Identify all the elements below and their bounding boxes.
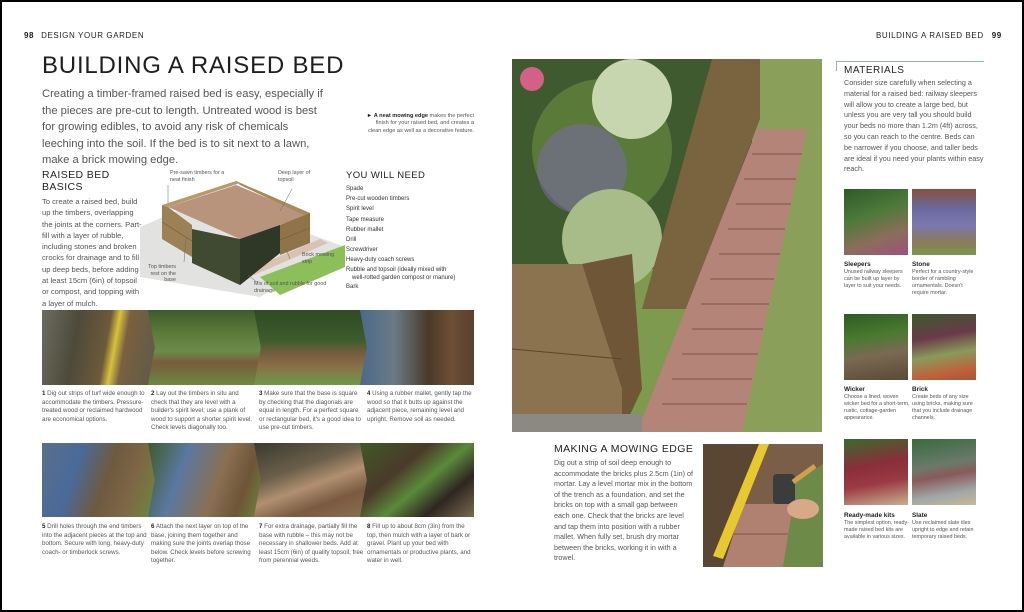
material-text: Use reclaimed slate tiles upright to edge and retain temporary raised beds. [912,520,974,540]
basics-heading: RAISED BED BASICS [42,169,110,193]
label-deep-layer: Deep layer of topsoil [278,170,311,183]
material-name: Slate [912,512,928,519]
step-1-photo [42,310,156,385]
material-name: Stone [912,261,930,268]
right-section-title: BUILDING A RAISED BED [876,31,984,40]
basics-text: To create a raised bed, build up the timbers, overlapping the joints at the corners. Part-fill with a layer of rubble, including stones and broken crocks for drainage and to fill up deep beds, before adding at least 15cm (6in) of topsoil or compost, and topping with a layer of mulch. [42,197,142,308]
page-title: BUILDING A RAISED BED [42,52,345,79]
step-photos-row-1 [42,310,474,385]
step-text: Drill holes through the end timbers into the adjacent pieces at the top and bottom. Secure with long, heavy-duty coach- or timberlock screws. [42,523,147,556]
step-7-photo [254,443,368,517]
step-number: 2 [151,390,155,397]
brick-photo [912,314,976,380]
step-2-photo [148,310,262,385]
tool-item: Drill [346,237,357,244]
tools-list [346,184,476,292]
step-5-photo [42,443,156,517]
tool-item: Bark [346,283,359,290]
materials-panel [844,65,984,175]
tool-item: Rubber mallet [346,226,384,233]
step-number: 6 [151,523,155,530]
step-photos-row-2 [42,443,474,517]
material-brick [912,386,980,422]
slate-photo [912,439,976,505]
mowing-edge-text: Dig out a strip of soil deep enough to accommodate the bricks plus 2.5cm (1in) of mortar. Lay a level mortar mix in the bottom of the trench as a foundation, and set the bricks on top with a small gap between each one. Check that the bricks are level and tap them into position with a rubber mallet. When fully set, brush dry mortar between the bricks, working it in with a trowel. [554,458,694,563]
tool-item: Pre-cut wooden timbers [346,196,410,203]
mowing-edge-heading: MAKING A MOWING EDGE [554,443,694,455]
tool-item: Spade [346,186,364,192]
material-name: Brick [912,386,928,393]
caption-arrow-icon: ► [366,113,374,119]
material-text: Create beds of any size using bricks, making sure that you include drainage channels. [912,394,973,421]
book-spread [2,2,1022,610]
step-text: For extra drainage, partially fill the base with rubble – this may not be necessary in shallower beds. Add at least 15cm (6in) of quality topsoil, free from perennial weeds. [259,523,364,565]
materials-heading: MATERIALS [844,65,905,76]
tool-item: Screwdriver [346,247,378,254]
step-6-photo [148,443,262,517]
step-text: Lay out the timbers in situ and check that they are level with a builder's spirit level; use a plank of wood to support a shorter spirit level. Check levels diagonally too. [151,390,253,432]
tool-item: Heavy-duty coach screws [346,257,415,264]
material-text: Unused railway sleepers can be built up layer by layer to suit your needs. [844,269,903,289]
left-running-header [24,31,144,40]
left-page-number: 98 [24,31,35,40]
step-4 [367,390,472,424]
material-text: Choose a lined, woven wicker bed for a short-term, rustic, cottage-garden appearance. [844,394,910,421]
ready-made-kits-photo [844,439,908,505]
tool-item: Spirit level [346,206,374,213]
step-3-photo [254,310,368,385]
material-wicker [844,386,912,422]
intro-paragraph: Creating a timber-framed raised bed is easy, especially if the pieces are pre-cut to length. Untreated wood is best for growing edibles, to avoid any risk of chemicals leeching into the soil. If the bed is to sit next to a lawn, make a brick mowing edge. [42,88,323,166]
step-number: 4 [367,390,371,397]
materials-text: Consider size carefully when selecting a material for a raised bed: railway sleepers will allow you to create a large bed, but unless you are very tall you should build your beds no more than 1.2m (4ft) across, so you can reach to the centre. Beds can be narrower if you choose, and taller beds are ideal if you need your plants within easy reach. [844,78,984,174]
material-stone [912,261,980,297]
mallet-level-illustration [703,444,823,567]
step-number: 8 [367,523,371,530]
stone-photo [912,189,976,255]
sleepers-photo [844,189,908,255]
mowing-edge-section [554,443,694,564]
step-text: Fill up to about 8cm (3in) from the top, then mulch with a layer of bark or gravel. Plant up your bed with ornamentals or productive plants, and water in well. [367,523,471,565]
step-text: Using a rubber mallet, gently tap the wood so that it butts up against the adjacent piece, remaining level and upright. Remove soil as needed. [367,390,472,423]
material-name: Wicker [844,386,865,393]
raised-bed-diagram [140,167,345,297]
step-2 [151,390,256,433]
you-will-need [346,170,476,292]
material-slate [912,512,984,541]
left-section-title: DESIGN YOUR GARDEN [41,31,145,40]
material-name: Sleepers [844,261,871,268]
step-4-photo [360,310,474,385]
mowing-edge-photo [703,444,823,567]
tool-item-continued: well-rotted garden compost or manure) [352,274,456,281]
step-8 [367,523,472,566]
raised-bed-basics [42,169,142,309]
right-page-number: 99 [991,31,1002,40]
step-6 [151,523,256,566]
raised-bed-photo-illustration [512,59,822,432]
main-photo-raised-bed [512,59,822,432]
you-will-need-heading: YOU WILL NEED [346,170,426,181]
label-pre-sawn-timbers: Pre-sawn timbers for a neat finish [170,170,225,183]
step-3 [259,390,364,433]
label-soil-rubble-mix: Mix of soil and rubble for good drainage [254,281,327,294]
photo-caption [364,113,474,135]
material-text: Perfect for a country-style border of rambling ornamentals. Doesn't require mortar. [912,269,974,296]
material-text: The simplest option, ready-made raised bed kits are available in various sizes. [844,520,910,540]
material-sleepers [844,261,912,290]
step-5 [42,523,147,557]
caption-bold: A neat mowing edge [373,113,428,119]
step-text: Dig out strips of turf wide enough to accommodate the timbers. Pressure-treated wood or reclaimed hardwood are economical options. [42,390,145,423]
right-running-header [876,31,1002,40]
step-number: 5 [42,523,46,530]
step-number: 3 [259,390,263,397]
material-name: Ready-made kits [844,512,895,519]
material-ready-made-kits [844,512,912,541]
step-text: Attach the next layer on top of the base, joining them together and making sure the joints overlap those below. Check levels before screwing together. [151,523,251,565]
step-number: 1 [42,390,46,397]
step-number: 7 [259,523,263,530]
tool-item: Rubble and topsoil (ideally mixed with [346,266,447,273]
step-1 [42,390,147,424]
step-text: Make sure that the base is square by checking that the diagonals are equal in length. For a perfect square or rectangular bed, it's a good idea to use pre-cut timbers. [259,390,361,432]
tool-item: Tape measure [346,216,385,223]
step-7 [259,523,364,566]
label-top-timbers: Top timbers rest on the base [148,264,176,284]
wicker-photo [844,314,908,380]
step-8-photo [360,443,474,517]
caption-text: makes the perfect finish for your raised bed, and creates a clean edge as well as a decorative feature. [367,113,474,134]
label-brick-strip: Brick mowing strip [302,252,335,265]
